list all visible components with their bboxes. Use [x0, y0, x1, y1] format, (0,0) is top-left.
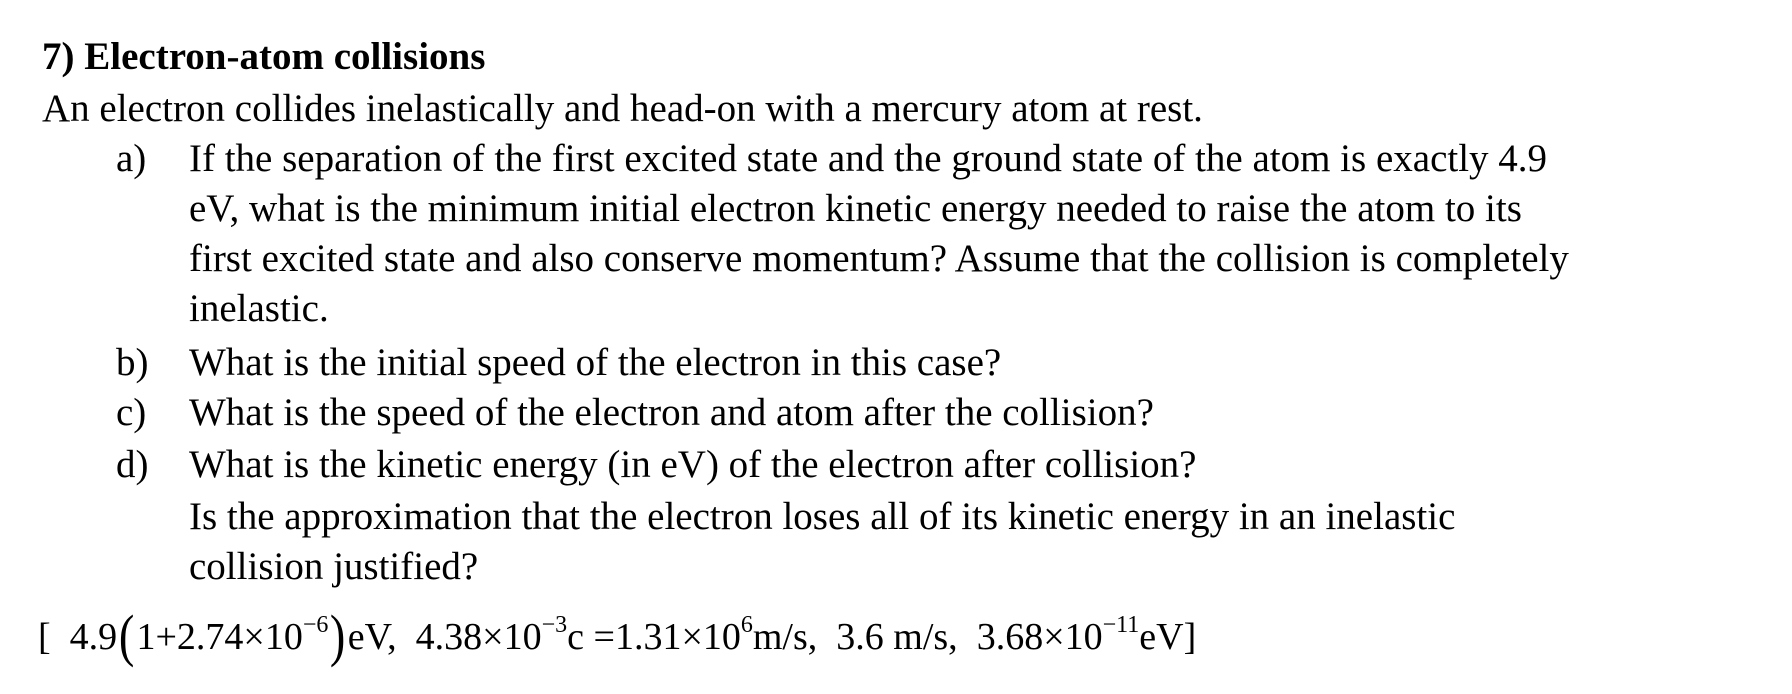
answer-a-paren-open: ( — [119, 603, 135, 668]
part-d-line-3: collision justified? — [189, 545, 479, 588]
answer-open-bracket: [ — [38, 616, 51, 658]
part-a-line-1: If the separation of the first excited state and the ground state of the atom is exactly 4.9 — [189, 137, 1548, 180]
answer-d-exponent: −11 — [1102, 612, 1140, 638]
part-a-line-4: inelastic. — [189, 287, 329, 330]
answer-a-paren-close: ) — [330, 603, 346, 668]
answer-a-exponent: −6 — [302, 612, 329, 638]
part-d-line-1: What is the kinetic energy (in eV) of the electron after collision? — [189, 443, 1197, 486]
answer-b-value: 4.38×10 — [415, 616, 542, 658]
answer-c-value: 3.6 m/s, — [836, 616, 958, 658]
part-d-line-2: Is the approximation that the electron loses all of its kinetic energy in an inelastic — [189, 495, 1456, 538]
part-a-marker: a) — [116, 137, 147, 180]
answer-a-inner: 1+2.74×10 — [136, 616, 303, 658]
part-c-text: What is the speed of the electron and atom after the collision? — [189, 391, 1154, 434]
part-d-marker: d) — [116, 443, 149, 486]
answer-a-coefficient: 4.9 — [69, 616, 118, 658]
answer-b-mid: c =1.31×10 — [567, 616, 741, 658]
part-b-marker: b) — [116, 341, 149, 384]
answer-d-value: 3.68×10 — [976, 616, 1103, 658]
part-a-line-3: first excited state and also conserve momentum? Assume that the collision is completely — [189, 237, 1569, 280]
problem-title: 7) Electron-atom collisions — [42, 35, 486, 78]
part-b-text: What is the initial speed of the electron in this case? — [189, 341, 1002, 384]
part-a-line-2: eV, what is the minimum initial electron kinetic energy needed to raise the atom to its — [189, 187, 1522, 230]
answer-b-exponent: −3 — [541, 612, 568, 638]
answer-d-unit: eV] — [1139, 616, 1197, 658]
answer-b-exponent-2: 6 — [740, 612, 753, 638]
answer-b-unit: m/s, — [752, 616, 818, 658]
problem-intro: An electron collides inelastically and head-on with a mercury atom at rest. — [42, 87, 1203, 130]
part-c-marker: c) — [116, 391, 147, 434]
answer-a-unit: eV, — [347, 616, 397, 658]
answer-key — [38, 603, 1197, 668]
